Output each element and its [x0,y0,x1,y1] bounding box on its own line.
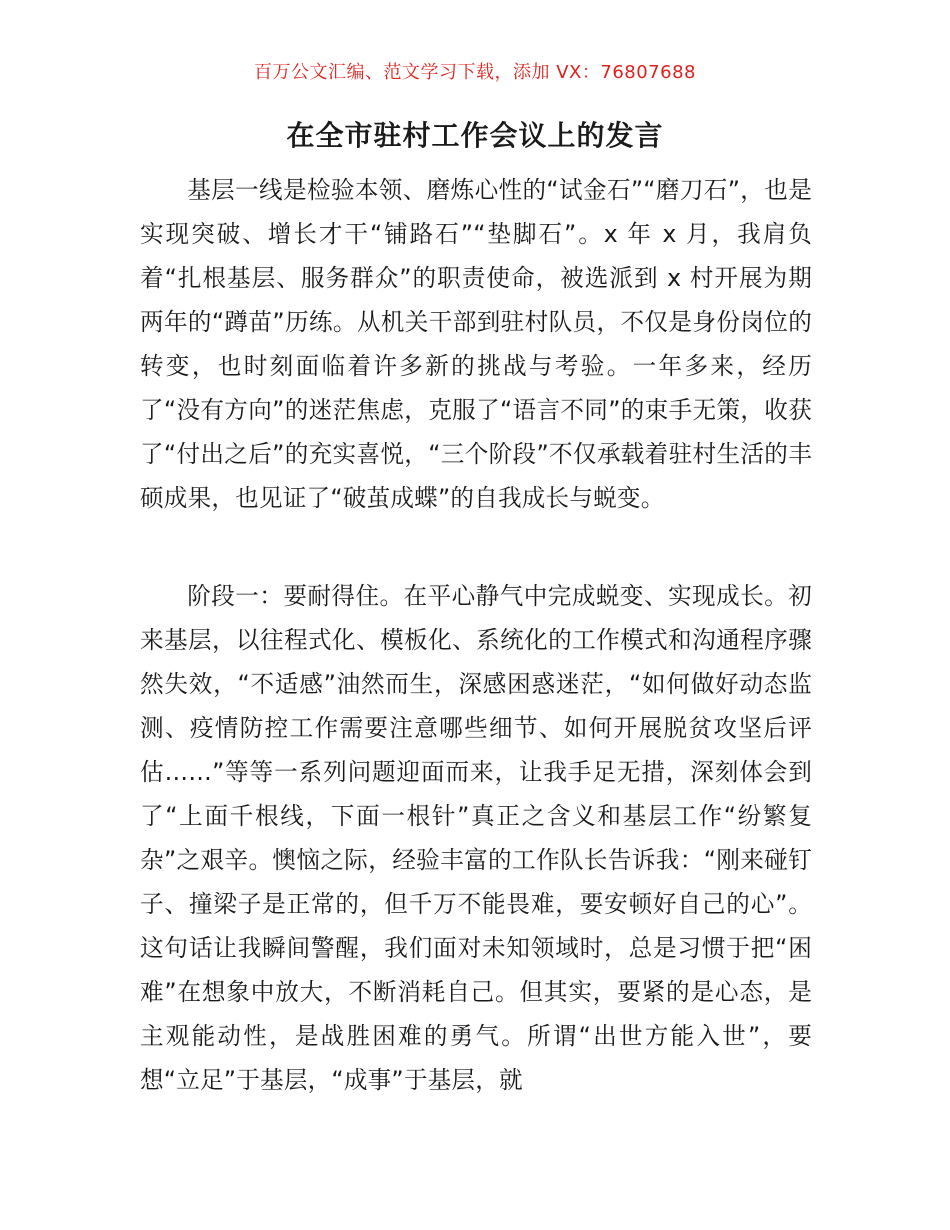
document-title: 在全市驻村工作会议上的发言 [286,119,664,152]
paragraph-2: 阶段一：要耐得住。在平心静气中完成蜕变、实现成长。初来基层，以往程式化、模板化、系统化的工作模式和沟通程序骤然失效，“不适感”油然而生，深感困惑迷茫，“如何做好动态监测、疫情防控工作需要注意哪些细节、如何开展脱贫攻坚后评估……”等等一系列问题迎面而来，让我手足无措，深刻体会到了“上面千根线，下面一根针”真正之含义和基层工作“纷繁复杂”之艰辛。懊恼之际，经验丰富的工作队长告诉我：“刚来碰钉子、撞梁子是正常的，但千万不能畏难，要安顿好自己的心”。这句话让我瞬间警醒，我们面对未知领域时，总是习惯于把“困难”在想象中放大，不断消耗自己。但其实，要紧的是心态，是主观能动性，是战胜困难的勇气。所谓“出世方能入世”，要想“立足”于基层，“成事”于基层，就 [140,582,812,1094]
watermark-header: 百万公文汇编、范文学习下载，添加 VX：76807688 [254,62,696,83]
paragraph-1: 基层一线是检验本领、磨炼心性的“试金石”“磨刀石”，也是实现突破、增长才干“铺路石”“垫脚石”。x 年 x 月，我肩负着“扎根基层、服务群众”的职责使命，被选派到 x 村开展为期两年的“蹲苗”历练。从机关干部到驻村队员，不仅是身份岗位的转变，也时刻面临着许多新的挑战与考验。一年多来，经历了“没有方向”的迷茫焦虑，克服了“语言不同”的束手无策，收获了“付出之后”的充实喜悦，“三个阶段”不仅承载着驻村生活的丰硕成果，也见证了“破茧成蝶”的自我成长与蜕变。 [140,176,812,512]
